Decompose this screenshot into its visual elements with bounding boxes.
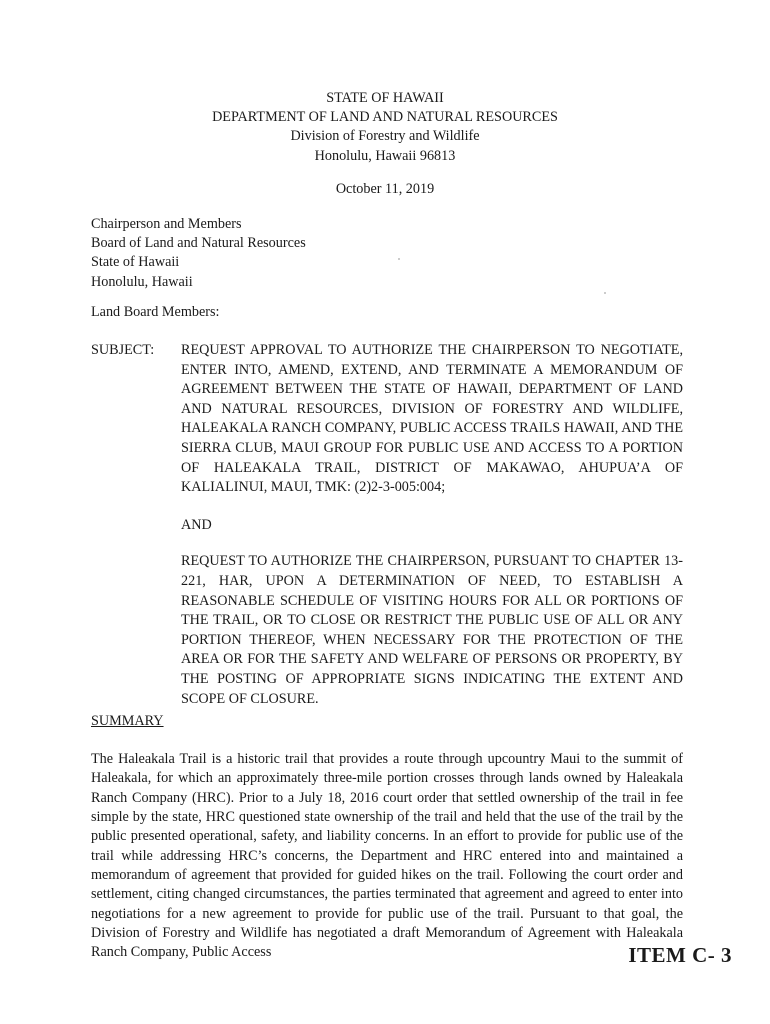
addressee-line: Board of Land and Natural Resources (91, 235, 306, 252)
agenda-item-label: ITEM C- 3 (628, 943, 732, 967)
addressee-line: State of Hawaii (91, 254, 180, 271)
letterhead (0, 89, 770, 166)
letter-date: October 11, 2019 (335, 181, 435, 197)
subject-request-2: REQUEST TO AUTHORIZE THE CHAIRPERSON, PURSUANT TO CHAPTER 13-221, HAR, UPON A DETERMINATION OF NEED, TO ESTABLISH A REASONABLE SCHEDULE OF VISITING HOURS FOR ALL OR PORTIONS OF THE TRAIL, OR TO CLOSE OR RESTRICT THE PUBLIC USE OF ALL OR ANY PORTION THEREOF, WHEN NECESSARY FOR THE PROTECTION OF THE AREA OR FOR THE SAFETY AND WELFARE OF PERSONS OR PROPERTY, BY THE POSTING OF APPROPRIATE SIGNS INDICATING THE EXTENT AND SCOPE OF CLOSURE. (181, 553, 683, 707)
scan-speck (398, 258, 400, 260)
scan-speck (604, 292, 606, 294)
summary-heading: SUMMARY (91, 713, 164, 729)
summary-paragraph: The Haleakala Trail is a historic trail that provides a route through upcountry Maui to the summit of Haleakala, for which an approximately three-mile portion crosses through lands owned by Haleakala Ranch Company (HRC). Prior to a July 18, 2016 court order that settled ownership of the trail in fee simple by the state, HRC questioned state ownership of the trail and held that the use of the trail by the public presented operational, safety, and liability concerns. In an effort to provide for public use of the trail while addressing HRC’s concerns, the Department and HRC entered into and maintained a memorandum of agreement that provided for guided hikes on the trail. Following the court order and settlement, citing changed circumstances, the parties terminated that agreement and agreed to enter into negotiations for a new agreement to provide for public use of the trail. Pursuant to that goal, the Division of Forestry and Wildlife has negotiated a draft Memorandum of Agreement with Haleakala Ranch Company, Public Access (91, 751, 683, 961)
subject-request-1: REQUEST APPROVAL TO AUTHORIZE THE CHAIRPERSON TO NEGOTIATE, ENTER INTO, AMEND, EXTEND, AND TERMINATE A MEMORANDUM OF AGREEMENT BETWEEN THE STATE OF HAWAII, DEPARTMENT OF LAND AND NATURAL RESOURCES, DIVISION OF FORESTRY AND WILDLIFE, HALEAKALA RANCH COMPANY, PUBLIC ACCESS TRAILS HAWAII, AND THE SIERRA CLUB, MAUI GROUP FOR PUBLIC USE AND ACCESS TO A PORTION OF HALEAKALA TRAIL, DISTRICT OF MAKAWAO, AHUPUA’A OF KALIALINUI, MAUI, TMK: (2)2-3-005:004; (181, 342, 683, 496)
division-name: Division of Forestry and Wildlife (290, 128, 480, 145)
salutation: Land Board Members: (91, 304, 220, 320)
department-name: DEPARTMENT OF LAND AND NATURAL RESOURCES (212, 109, 558, 126)
office-location: Honolulu, Hawaii 96813 (314, 147, 456, 164)
subject-label: SUBJECT: (91, 342, 155, 358)
state-name: STATE OF HAWAII (326, 90, 444, 106)
addressee-line: Chairperson and Members (91, 216, 242, 232)
addressee-line: Honolulu, Hawaii (91, 273, 193, 290)
subject-conjunction: AND (181, 516, 212, 533)
subject-body (181, 341, 683, 709)
addressee-block (91, 215, 306, 292)
